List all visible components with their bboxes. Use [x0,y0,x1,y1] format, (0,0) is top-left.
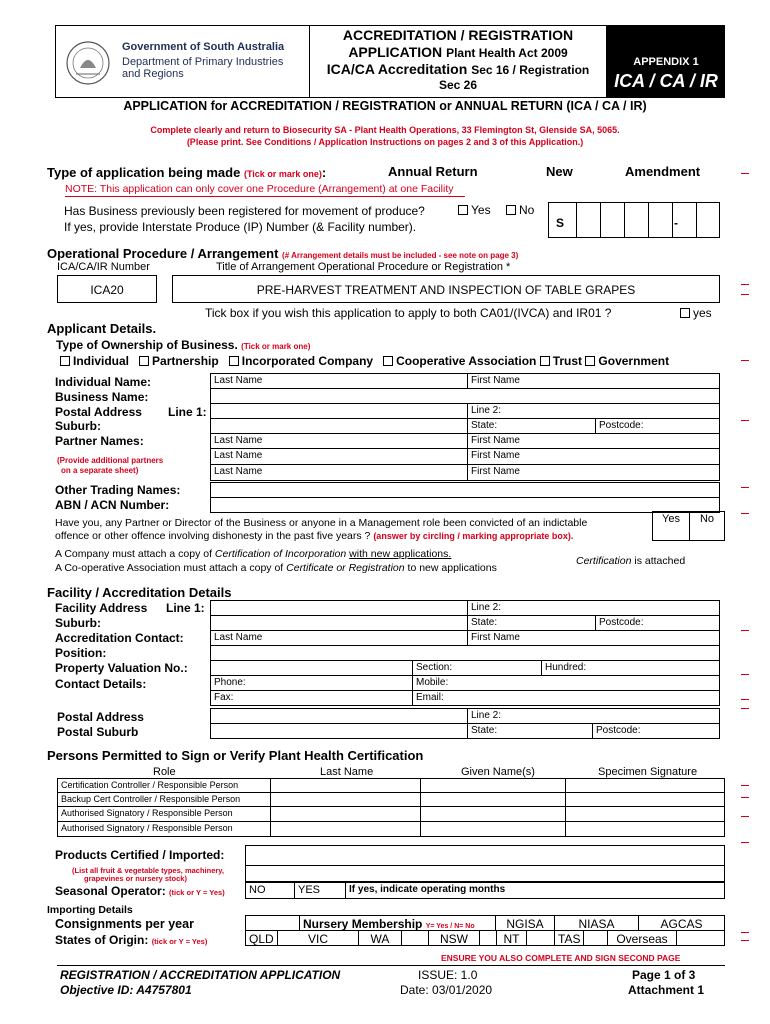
company-note [55,548,451,560]
conviction-no-label: No [699,513,715,525]
nursery-membership-cell [299,915,496,931]
header-title-act: Plant Health Act 2009 [446,46,568,60]
margin-mark [741,513,749,514]
ownership-cooperative[interactable] [383,354,536,368]
government-label: Government [598,354,670,368]
last-name-label: Last Name [214,375,263,386]
facility-line1-label: Line 1: [166,601,205,615]
coop-note-b: Certificate or Registration [286,562,405,574]
cooperative-label: Cooperative Association [396,354,537,368]
nursery-niasa[interactable] [554,915,639,931]
mobile-field[interactable] [412,675,720,691]
section-field[interactable] [412,660,542,676]
contact-first-name-label: First Name [471,632,520,643]
hundred-field[interactable] [541,660,720,676]
ip-number-line: If yes, provide Interstate Produce (IP) Number (& Facility number). [64,220,417,234]
ngisa-label: NGISA [506,917,544,931]
facility-postal-suburb-field[interactable] [210,723,468,739]
phone-field[interactable] [210,675,413,691]
state-overseas[interactable] [607,930,677,946]
consignments-field[interactable] [245,915,300,931]
signatory-last-1[interactable] [270,778,421,793]
accreditation-contact-label: Accreditation Contact: [55,631,184,645]
both-ca-ir-yes[interactable] [680,306,712,320]
footer-doc-title: REGISTRATION / ACCREDITATION APPLICATION [60,968,341,982]
gov-name-line: Government of South Australia [122,41,285,53]
is-attached: is attached [634,555,686,567]
facility-suburb-label: Suburb: [55,616,101,630]
seasonal-no-box[interactable] [245,882,295,899]
coop-note-a: A Co-operative Association must attach a copy of [55,562,284,574]
signatory-role-3 [57,806,271,822]
agcas-label: AGCAS [660,917,703,931]
nt-label: NT [503,932,520,946]
seasonal-operator-label [55,884,225,898]
ip-cell-divider-6 [696,202,697,238]
signatory-given-2[interactable] [420,792,566,807]
certification-attached [576,555,685,567]
option-new[interactable]: New [546,164,573,179]
ownership-options [60,354,669,368]
margin-mark [741,284,749,285]
individual-first-name-field[interactable] [467,373,720,389]
seasonal-yes-box[interactable] [294,882,346,899]
margin-mark [741,708,749,709]
partner-names-label: Partner Names: [55,434,144,448]
signatory-given-3[interactable] [420,806,566,822]
line2-label: Line 2: [471,405,502,416]
company-note-c: with new applications. [349,548,452,560]
individual-last-name-field[interactable] [210,373,468,389]
role-text: Backup Cert Controller / Responsible Person [61,794,241,804]
section-label: Section: [416,662,453,673]
signatory-last-2[interactable] [270,792,421,807]
application-type-hint: (Tick or mark one) [243,169,322,179]
products-hint-2: grapevines or nursery stock) [84,874,187,883]
ip-cell-divider-5 [672,202,673,238]
footer-issue: ISSUE: 1.0 [418,968,478,982]
qld-label: QLD [249,932,274,946]
ownership-trust[interactable] [540,354,582,368]
applicant-heading: Applicant Details. [47,321,157,336]
trust-checkbox[interactable] [540,356,550,366]
facility-postal-suburb-label: Postal Suburb [57,725,139,739]
products-field-2[interactable] [245,865,725,882]
business-name-label: Business Name: [55,390,149,404]
last-name-label: Last Name [214,450,263,461]
signatory-sign-2[interactable] [565,792,725,807]
both-ca-ir-checkbox[interactable] [680,308,690,318]
col-signature: Specimen Signature [598,766,698,778]
state-wa-tick[interactable] [401,930,429,946]
valuation-field[interactable] [210,660,413,676]
ip-dash: - [674,216,678,230]
main-title: APPLICATION for ACCREDITATION / REGISTRATION or ANNUAL RETURN (ICA / CA / IR) [123,99,647,113]
both-ca-ir-question: Tick box if you wish this application to apply to both CA01/(IVCA) and IR01 ? [205,306,612,320]
state-tas[interactable] [554,930,584,946]
prev-registered-question: Has Business previously been registered for movement of produce? [64,204,425,218]
margin-mark [741,674,749,675]
partner1-last-name-field[interactable] [210,433,468,449]
contact-first-name-field[interactable] [467,630,720,646]
partner1-first-name-field[interactable] [467,433,720,449]
other-trading-label: Other Trading Names: [55,483,181,497]
role-text: Authorised Signatory / Responsible Person [61,823,233,833]
postal-line1-label: Line 1: [168,405,207,419]
col-last-name: Last Name [320,766,374,778]
last-name-label: Last Name [214,466,263,477]
fax-label: Fax: [214,692,234,703]
state-field[interactable] [467,418,596,434]
appendix-code: ICA / CA / IR [614,71,718,91]
signatory-given-4[interactable] [420,821,566,837]
department-line-1: Department of Primary Industries [122,56,284,68]
hundred-label: Hundred: [545,662,587,673]
facility-postal-state-field[interactable] [467,723,593,739]
facility-postcode-field[interactable] [595,615,720,631]
first-name-label: First Name [471,450,520,461]
individual-checkbox[interactable] [60,356,70,366]
contact-details-label: Contact Details: [55,677,147,691]
conviction-yes-label: Yes [662,513,680,525]
nursery-hint: Y= Yes / N= No [425,923,475,930]
state-wa[interactable] [358,930,402,946]
fax-field[interactable] [210,690,413,706]
option-amendment[interactable]: Amendment [625,164,701,179]
government-crest [66,38,110,88]
operating-months-field[interactable] [345,882,725,899]
state-overseas-tick[interactable] [676,930,725,946]
col-given-names: Given Name(s) [461,766,535,778]
conviction-yes-box[interactable] [652,511,690,541]
postcode-label: Postcode: [599,420,644,431]
partnership-checkbox[interactable] [139,356,149,366]
contact-last-name-field[interactable] [210,630,468,646]
prev-registered-no[interactable] [506,203,534,217]
ownership-partnership[interactable] [139,354,219,368]
conviction-no-box[interactable] [689,511,725,541]
facility-postal-state-label: State: [471,725,498,736]
conviction-question-2-text: offence or other offence involving dishonesty in the past five years ? [55,530,371,542]
margin-mark [741,699,749,700]
operating-months-label: If yes, indicate operating months [349,884,506,895]
facility-heading: Facility / Accreditation Details [47,585,232,600]
government-checkbox[interactable] [585,356,595,366]
footer-attachment: Attachment 1 [628,983,705,997]
ownership-hint: (Tick or mark one) [241,342,311,351]
partnership-label: Partnership [152,354,219,368]
states-origin-label [55,933,207,947]
margin-mark [741,630,749,631]
tas-label: TAS [558,932,581,946]
facility-line2-label: Line 2: [471,602,502,613]
nursery-label: Nursery Membership [303,917,423,931]
no-checkbox[interactable] [506,205,516,215]
mobile-label: Mobile: [416,677,449,688]
cooperative-checkbox[interactable] [383,356,393,366]
procedure-title-value: PRE-HARVEST TREATMENT AND INSPECTION OF TABLE GRAPES [256,283,636,297]
state-vic[interactable] [277,930,359,946]
role-text: Certification Controller / Responsible Person [61,780,239,790]
yes-label: Yes [471,203,491,217]
postal-line1-field[interactable] [210,403,468,419]
margin-mark [741,842,749,843]
postal-address-label: Postal Address [55,405,142,419]
consignments-label: Consignments per year [55,917,194,931]
signatory-sign-4[interactable] [565,821,725,837]
trust-label: Trust [552,354,583,368]
header-title-sec16: Sec 16 / Registration [471,63,590,77]
niasa-label: NIASA [578,917,615,931]
suburb-label: Suburb: [55,419,101,433]
postcode-field[interactable] [595,418,720,434]
coop-note-c: to new applications [407,562,497,574]
conviction-question-1: Have you, any Partner or Director of the Business or anyone in a Management role been convicted of an indictable [55,517,588,529]
role-text: Authorised Signatory / Responsible Person [61,808,233,818]
signatory-role-1 [57,778,271,793]
header-title-line1: ACCREDITATION / REGISTRATION [342,27,574,43]
position-label: Position: [55,646,107,660]
suburb-field[interactable] [210,418,468,434]
signatory-sign-3[interactable] [565,806,725,822]
margin-mark [741,294,749,295]
margin-mark [741,173,749,174]
facility-postal-postcode-field[interactable] [592,723,720,739]
header-title-line2 [309,44,607,60]
procedure-number-value: ICA20 [90,283,124,297]
margin-mark [741,785,749,786]
instructions-line2: (Please print. See Conditions / Application Instructions on pages 2 and 3 of this Application.) [186,137,584,147]
company-note-a: A Company must attach a copy of [55,548,212,560]
incorporated-checkbox[interactable] [229,356,239,366]
ip-cell-divider-4 [648,202,649,238]
ownership-individual[interactable] [60,354,129,368]
procedure-title-label: Title of Arrangement Operational Procedure or Registration * [216,261,511,273]
signatory-role-4 [57,821,271,837]
state-nt-tick[interactable] [526,930,555,946]
procedure-label [47,246,518,261]
business-name-field[interactable] [210,388,720,404]
application-note: NOTE: This application can only cover one Procedure (Arrangement) at one Facility [65,183,454,195]
last-name-label: Last Name [214,435,263,446]
application-type-colon: : [321,165,327,180]
ip-prefix: S [556,216,565,230]
margin-mark [741,932,749,933]
instructions-line1: Complete clearly and return to Biosecurity SA - Plant Health Operations, 33 Flemington St, Glenside SA, 5065. [150,125,620,135]
conviction-question-2 [55,530,573,542]
state-nsw-tick[interactable] [479,930,497,946]
header-title-line3 [309,61,607,77]
header-title-line4: Sec 26 [438,78,478,92]
yes-checkbox[interactable] [458,205,468,215]
partner-hint-2: on a separate sheet) [61,466,139,475]
state-label: State: [471,420,498,431]
state-nsw[interactable] [428,930,480,946]
ownership-label [56,338,310,352]
individual-name-label: Individual Name: [55,375,152,389]
seasonal-hint: (tick or Y = Yes) [169,888,225,897]
ownership-text: Type of Ownership of Business. [56,338,238,352]
margin-mark [741,487,749,488]
partner2-last-name-field[interactable] [210,448,468,465]
certification-word: Certification [576,555,632,567]
importing-heading: Importing Details [47,904,133,916]
application-type-label [47,165,326,180]
facility-line1-field[interactable] [210,600,468,616]
procedure-hint: (# Arrangement details must be included - see note on page 3) [282,251,519,260]
states-origin-hint: (tick or Y = Yes) [151,937,208,946]
facility-state-field[interactable] [467,615,596,631]
footer-objective-id: Objective ID: A4757801 [60,983,192,997]
procedure-label-text: Operational Procedure / Arrangement [47,246,279,261]
application-type-text: Type of application being made [47,165,241,180]
facility-postal-line2-field[interactable] [467,708,720,724]
coop-note [55,562,497,574]
other-trading-field[interactable] [210,482,720,498]
wa-label: WA [370,932,390,946]
first-name-label: First Name [471,466,520,477]
margin-mark [741,940,749,941]
margin-mark [741,797,749,798]
partner3-first-name-field[interactable] [467,464,720,481]
second-page-reminder: ENSURE YOU ALSO COMPLETE AND SIGN SECOND PAGE [441,953,681,963]
facility-state-label: State: [471,617,498,628]
margin-mark [741,420,749,421]
prev-registered-yes[interactable] [458,203,491,217]
products-field-1[interactable] [245,845,725,866]
position-field[interactable] [210,645,720,661]
company-note-b: Certification of Incorporation [214,548,347,560]
facility-address-label: Facility Address [55,601,148,615]
vic-label: VIC [307,932,328,946]
partner3-last-name-field[interactable] [210,464,468,481]
facility-postal-line2-label: Line 2: [471,710,502,721]
ip-cell-divider-3 [624,202,625,238]
products-hint-1: (List all fruit & vegetable types, machinery, [72,866,224,875]
facility-postcode-label: Postcode: [599,617,644,628]
email-field[interactable] [412,690,720,706]
no-label: No [519,203,535,217]
ip-cell-divider-1 [576,202,577,238]
phone-label: Phone: [214,677,246,688]
option-annual-return[interactable]: Annual Return [388,164,478,179]
facility-postal-line1-field[interactable] [210,708,468,724]
email-label: Email: [416,692,444,703]
nsw-label: NSW [440,932,468,946]
seasonal-yes-label: YES [298,884,321,896]
margin-mark [741,360,749,361]
facility-postal-address-label: Postal Address [57,710,144,724]
seasonal-no-label: NO [249,884,266,896]
first-name-label: First Name [471,375,520,386]
abn-field[interactable] [210,497,720,513]
signatory-last-3[interactable] [270,806,421,822]
property-valuation-label: Property Valuation No.: [55,661,188,675]
footer-date: Date: 03/01/2020 [400,983,493,997]
nursery-ngisa[interactable] [495,915,555,931]
postal-line2-field[interactable] [467,403,720,419]
note-underline [65,196,465,197]
department-line-2: and Regions [122,68,184,80]
states-origin-text: States of Origin: [55,933,149,947]
abn-label: ABN / ACN Number: [55,498,170,512]
facility-line2-field[interactable] [467,600,720,616]
header-title-ica: ICA/CA Accreditation [326,61,468,77]
ip-number-boxes[interactable] [548,202,720,238]
header-title-application: APPLICATION [348,44,443,60]
individual-label: Individual [73,354,130,368]
signatory-sign-1[interactable] [565,778,725,793]
partner-hint-1: (Provide additional partners [57,456,164,465]
state-nt[interactable] [496,930,527,946]
signatory-given-1[interactable] [420,778,566,793]
footer-page: Page 1 of 3 [632,968,696,982]
facility-suburb-field[interactable] [210,615,468,631]
nursery-agcas[interactable] [638,915,725,931]
both-ca-ir-yes-label: yes [693,306,712,320]
incorporated-label: Incorporated Company [241,354,374,368]
seasonal-text: Seasonal Operator: [55,884,166,898]
signatory-role-2 [57,792,271,807]
appendix-label: APPENDIX 1 [633,56,699,68]
signatory-last-4[interactable] [270,821,421,837]
footer-rule [57,965,725,966]
first-name-label: First Name [471,435,520,446]
partner2-first-name-field[interactable] [467,448,720,465]
state-qld[interactable] [245,930,278,946]
ip-cell-divider-2 [600,202,601,238]
facility-postal-postcode-label: Postcode: [596,725,641,736]
ownership-government[interactable] [585,354,669,368]
ownership-incorporated[interactable] [229,354,373,368]
conviction-hint: (answer by circling / marking appropriate box). [373,531,574,541]
contact-last-name-label: Last Name [214,632,263,643]
signatories-heading: Persons Permitted to Sign or Verify Plant Health Certification [47,748,424,763]
state-tas-tick[interactable] [583,930,608,946]
products-label: Products Certified / Imported: [55,848,225,862]
col-role: Role [153,766,176,778]
overseas-label: Overseas [616,932,668,946]
procedure-number-label: ICA/CA/IR Number [57,261,150,273]
margin-mark [741,816,749,817]
